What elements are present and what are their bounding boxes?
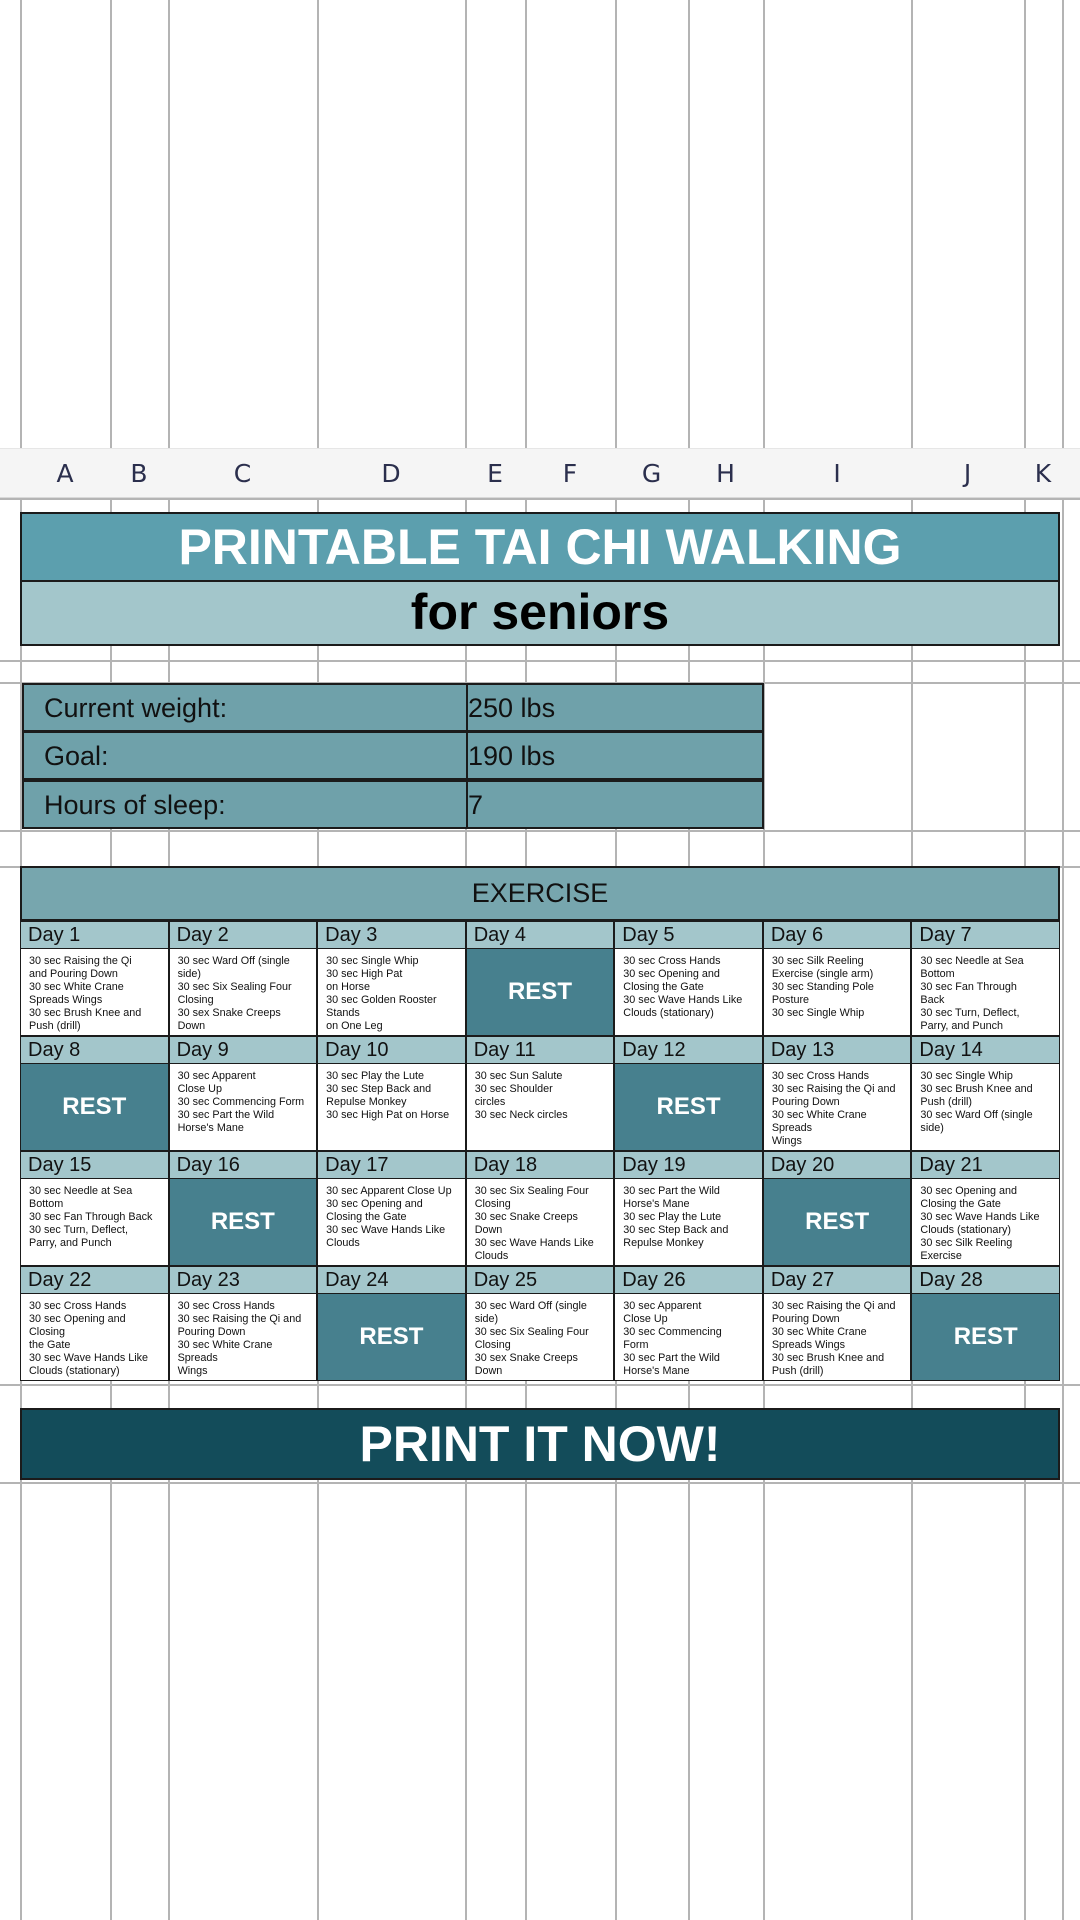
grid-row-line — [0, 1482, 1080, 1484]
info-value[interactable]: 7 — [468, 790, 484, 820]
day-cell[interactable] — [614, 1036, 763, 1151]
column-header-d[interactable]: D — [381, 459, 401, 488]
info-row-goal[interactable] — [22, 731, 764, 780]
day-exercises: 30 sec Single Whip 30 sec Brush Knee and Push (drill) 30 sec Ward Off (single side) — [920, 1070, 1033, 1134]
day-cell[interactable] — [911, 1266, 1060, 1381]
info-value[interactable]: 190 lbs — [468, 741, 556, 771]
day-exercises: 30 sec Needle at Sea Bottom 30 sec Fan Through Back 30 sec Turn, Deflect, Parry, and Punch — [920, 955, 1024, 1032]
day-label: Day 15 — [21, 1152, 168, 1179]
day-label: Day 24 — [318, 1267, 465, 1294]
day-label: Day 22 — [21, 1267, 168, 1294]
column-header-a[interactable]: A — [56, 459, 74, 488]
day-label: Day 3 — [318, 922, 465, 949]
day-label: Day 21 — [912, 1152, 1059, 1179]
rest-day-label: REST — [764, 1179, 911, 1265]
day-label: Day 9 — [170, 1037, 317, 1064]
day-label: Day 19 — [615, 1152, 762, 1179]
day-label: Day 17 — [318, 1152, 465, 1179]
rest-day-label: REST — [170, 1179, 317, 1265]
day-cell[interactable] — [911, 1151, 1060, 1266]
day-cell[interactable] — [911, 1036, 1060, 1151]
day-cell[interactable] — [169, 1151, 318, 1266]
day-cell[interactable] — [763, 1151, 912, 1266]
day-cell[interactable] — [317, 921, 466, 1036]
grid-row-line — [0, 660, 1080, 662]
day-exercises: 30 sec Apparent Close Up 30 sec Commencing Form 30 sec Part the Wild Horse's Mane — [623, 1300, 722, 1377]
day-cell[interactable] — [614, 1266, 763, 1381]
rest-day-label: REST — [21, 1064, 168, 1150]
day-exercises: 30 sec Cross Hands 30 sec Opening and Closing the Gate 30 sec Wave Hands Like Clouds (stationary) — [29, 1300, 149, 1377]
day-exercises: 30 sec Apparent Close Up 30 sec Commencing Form 30 sec Part the Wild Horse's Mane — [177, 1070, 305, 1134]
info-value[interactable]: 250 lbs — [468, 693, 556, 723]
day-exercises: 30 sec Cross Hands 30 sec Raising the Qi and Pouring Down 30 sec White Crane Spreads Wings — [771, 1070, 896, 1147]
day-cell[interactable] — [466, 1266, 615, 1381]
day-label: Day 11 — [467, 1037, 614, 1064]
day-label: Day 14 — [912, 1037, 1059, 1064]
day-cell[interactable] — [169, 1036, 318, 1151]
column-header-bar — [0, 448, 1080, 498]
rest-day-label: REST — [318, 1294, 465, 1380]
grid-row-line — [0, 830, 1080, 832]
day-label: Day 25 — [467, 1267, 614, 1294]
day-exercises: 30 sec Six Sealing Four Closing 30 sec Snake Creeps Down 30 sec Wave Hands Like Clouds — [474, 1185, 594, 1262]
day-cell[interactable] — [466, 1036, 615, 1151]
column-header-h[interactable]: H — [716, 459, 735, 488]
day-cell[interactable] — [317, 1036, 466, 1151]
column-header-j[interactable]: J — [963, 459, 972, 488]
rest-day-label: REST — [467, 949, 614, 1035]
day-exercises: 30 sec Part the Wild Horse's Mane 30 sec Play the Lute 30 sec Step Back and Repulse Monkey — [623, 1185, 729, 1249]
column-header-c[interactable]: C — [233, 459, 252, 488]
day-label: Day 20 — [764, 1152, 911, 1179]
day-label: Day 16 — [170, 1152, 317, 1179]
day-cell[interactable] — [169, 1266, 318, 1381]
day-exercises: 30 sec Raising the Qi and Pouring Down 30 sec White Crane Spreads Wings 30 sec Brush Knee and Push (drill) — [771, 1300, 896, 1377]
day-exercises: 30 sec Raising the Qi and Pouring Down 30 sec White Crane Spreads Wings 30 sec Brush Knee and Push (drill) — [29, 955, 142, 1032]
day-label: Day 4 — [467, 922, 614, 949]
info-label: Hours of sleep: — [44, 790, 226, 820]
day-label: Day 26 — [615, 1267, 762, 1294]
rest-day-label: REST — [615, 1064, 762, 1150]
day-label: Day 2 — [170, 922, 317, 949]
day-label: Day 27 — [764, 1267, 911, 1294]
column-header-b[interactable]: B — [130, 459, 148, 488]
day-cell[interactable] — [763, 1036, 912, 1151]
day-exercises: 30 sec Play the Lute 30 sec Step Back and Repulse Monkey 30 sec High Pat on Horse — [326, 1070, 450, 1121]
day-exercises: 30 sec Cross Hands 30 sec Raising the Qi and Pouring Down 30 sec White Crane Spreads Wings — [177, 1300, 302, 1377]
day-cell[interactable] — [466, 921, 615, 1036]
page-subtitle: for seniors — [20, 582, 1060, 646]
day-label: Day 28 — [912, 1267, 1059, 1294]
column-header-i[interactable]: I — [833, 459, 841, 488]
day-label: Day 6 — [764, 922, 911, 949]
day-cell[interactable] — [20, 1036, 169, 1151]
column-header-k[interactable]: K — [1034, 459, 1052, 488]
day-exercises: 30 sec Ward Off (single side) 30 sec Six Sealing Four Closing 30 sex Snake Creeps Down — [474, 1300, 589, 1377]
day-cell[interactable] — [169, 921, 318, 1036]
day-label: Day 8 — [21, 1037, 168, 1064]
day-exercises: 30 sec Sun Salute 30 sec Shoulder circles 30 sec Neck circles — [474, 1070, 568, 1121]
day-cell[interactable] — [614, 921, 763, 1036]
day-label: Day 23 — [170, 1267, 317, 1294]
day-label: Day 12 — [615, 1037, 762, 1064]
info-label: Current weight: — [44, 693, 228, 723]
day-cell[interactable] — [911, 921, 1060, 1036]
day-exercises: 30 sec Opening and Closing the Gate 30 sec Wave Hands Like Clouds (stationary) 30 sec Silk Reeling Exercise — [920, 1185, 1040, 1262]
column-header-f[interactable]: F — [562, 459, 578, 488]
exercise-header: EXERCISE — [20, 866, 1060, 921]
day-cell[interactable] — [763, 921, 912, 1036]
day-cell[interactable] — [317, 1151, 466, 1266]
day-cell[interactable] — [763, 1266, 912, 1381]
day-exercises: 30 sec Single Whip 30 sec High Pat on Horse 30 sec Golden Rooster Stands on One Leg — [326, 955, 437, 1032]
page-title: PRINTABLE TAI CHI WALKING — [20, 512, 1060, 582]
day-label: Day 7 — [912, 922, 1059, 949]
day-exercises: 30 sec Cross Hands 30 sec Opening and Closing the Gate 30 sec Wave Hands Like Clouds (stationary) — [623, 955, 743, 1019]
day-cell[interactable] — [614, 1151, 763, 1266]
day-label: Day 13 — [764, 1037, 911, 1064]
print-now-button[interactable]: PRINT IT NOW! — [20, 1408, 1060, 1480]
day-cell[interactable] — [317, 1266, 466, 1381]
column-header-e[interactable]: E — [487, 459, 503, 488]
day-cell[interactable] — [466, 1151, 615, 1266]
grid-row-line — [0, 1384, 1080, 1386]
day-cell[interactable] — [20, 1151, 169, 1266]
grid-column-line — [1062, 0, 1064, 1920]
column-header-g[interactable]: G — [641, 459, 662, 488]
day-cell[interactable] — [20, 921, 169, 1036]
info-row-sleep[interactable] — [22, 780, 764, 829]
day-label: Day 18 — [467, 1152, 614, 1179]
day-exercises: 30 sec Ward Off (single side) 30 sec Six Sealing Four Closing 30 sex Snake Creeps Down — [177, 955, 292, 1032]
day-cell[interactable] — [20, 1266, 169, 1381]
rest-day-label: REST — [912, 1294, 1059, 1380]
day-exercises: 30 sec Silk Reeling Exercise (single arm) 30 sec Standing Pole Posture 30 sec Single Whip — [771, 955, 874, 1019]
day-label: Day 5 — [615, 922, 762, 949]
day-label: Day 1 — [21, 922, 168, 949]
day-exercises: 30 sec Needle at Sea Bottom 30 sec Fan Through Back 30 sec Turn, Deflect, Parry, and Punch — [29, 1185, 153, 1249]
info-label: Goal: — [44, 741, 109, 771]
day-label: Day 10 — [318, 1037, 465, 1064]
info-row-weight[interactable] — [22, 683, 764, 732]
day-exercises: 30 sec Apparent Close Up 30 sec Opening and Closing the Gate 30 sec Wave Hands Like Clouds — [326, 1185, 452, 1249]
